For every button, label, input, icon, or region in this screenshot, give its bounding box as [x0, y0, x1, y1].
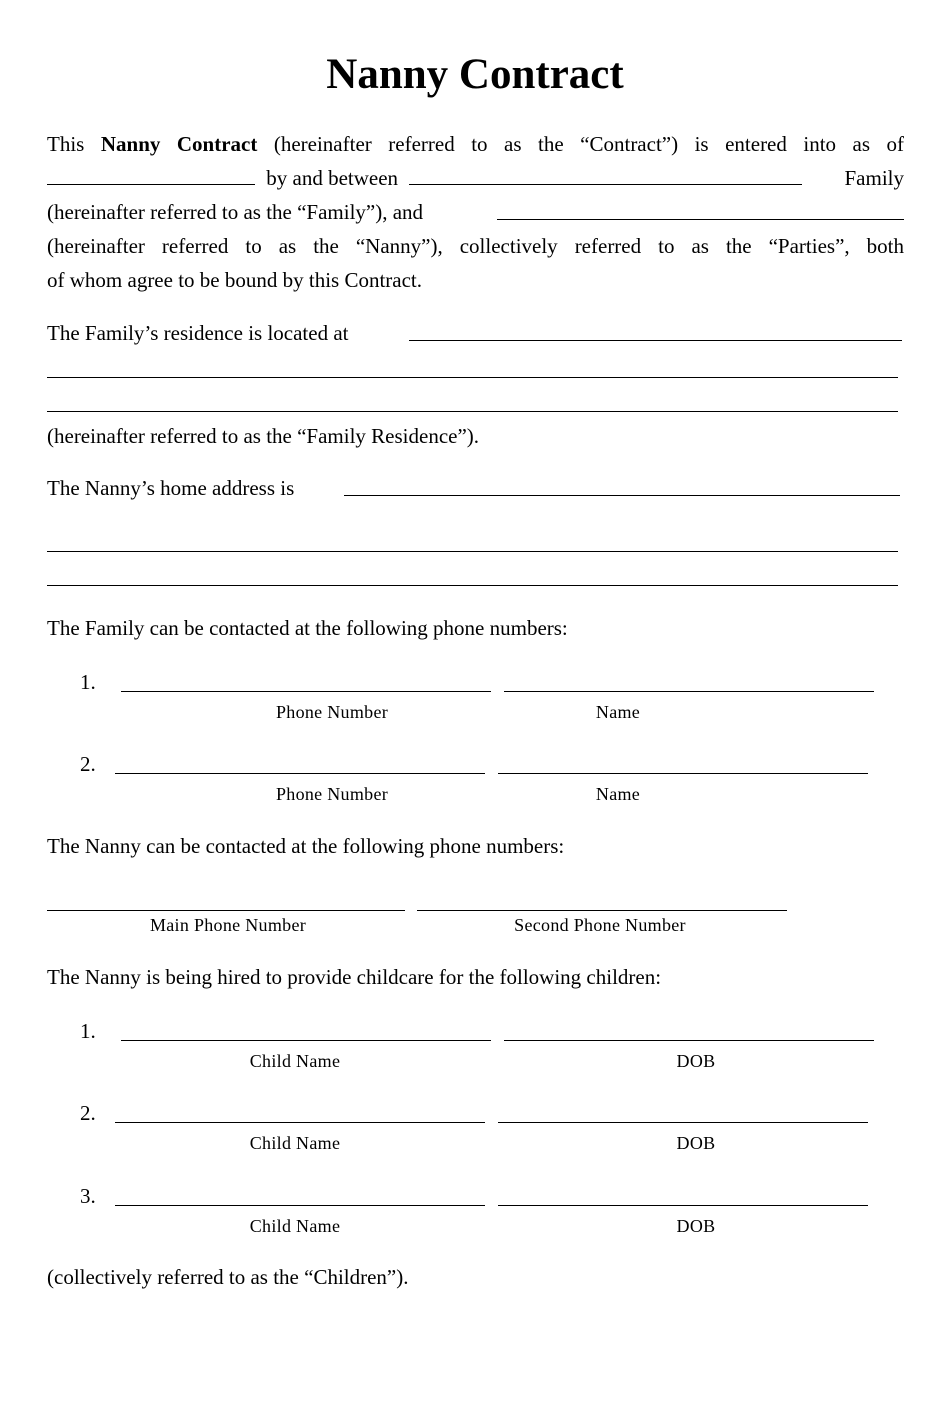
nanny-name-blank[interactable] [497, 219, 904, 220]
document-title: Nanny Contract [326, 51, 624, 98]
child-dob-2-blank[interactable] [498, 1122, 868, 1123]
family-phones-heading: The Family can be contacted at the following phone numbers: [47, 616, 568, 640]
list-number: 2. [80, 752, 96, 776]
intro-line-5: of whom agree to be bound by this Contract. [47, 268, 423, 292]
family-phone-2-blank[interactable] [115, 773, 485, 774]
child-dob-3-blank[interactable] [498, 1205, 868, 1206]
child-dob-1-blank[interactable] [504, 1040, 874, 1041]
field-caption: Phone Number [275, 702, 389, 722]
family-phone-1-blank[interactable] [121, 691, 491, 692]
residence-line [47, 318, 904, 348]
intro-line-2 [47, 163, 904, 193]
nanny-address-blank-2[interactable] [47, 551, 898, 552]
family-name-1-blank[interactable] [504, 691, 874, 692]
intro-text: (hereinafter referred to as the “Family”), and [47, 200, 424, 224]
field-caption: Phone Number [275, 784, 389, 804]
field-caption: Second Phone Number [514, 915, 686, 935]
residence-label: The Family’s residence is located at [47, 321, 349, 345]
nanny-address-line [47, 473, 904, 503]
field-caption: Name [595, 702, 641, 722]
residence-blank-2[interactable] [47, 377, 898, 378]
field-caption: Name [595, 784, 641, 804]
field-caption: Child Name [249, 1051, 341, 1071]
field-caption: DOB [676, 1051, 716, 1071]
intro-line-4: (hereinafter referred to as the “Nanny”), collectively referred to as the “Parties”, both [47, 234, 904, 258]
intro-line-1 [47, 129, 904, 159]
child-name-1-blank[interactable] [121, 1040, 491, 1041]
intro-line-3 [47, 197, 904, 227]
family-name-blank[interactable] [409, 167, 802, 185]
intro-text: Family [844, 166, 904, 190]
nanny-main-phone-blank[interactable] [47, 910, 405, 911]
intro-bold-term: Nanny Contract [100, 132, 258, 156]
children-closing: (collectively referred to as the “Children”). [47, 1265, 409, 1289]
nanny-address-blank-1[interactable] [344, 495, 900, 496]
intro-text: This [47, 132, 85, 156]
nanny-second-phone-blank[interactable] [417, 910, 787, 911]
residence-blank-1[interactable] [409, 340, 902, 341]
child-name-3-blank[interactable] [115, 1205, 485, 1206]
residence-blank-3[interactable] [47, 411, 898, 412]
nanny-address-label: The Nanny’s home address is [47, 476, 295, 500]
residence-suffix: (hereinafter referred to as the “Family Residence”). [47, 424, 480, 448]
field-caption: Child Name [249, 1133, 341, 1153]
family-name-2-blank[interactable] [498, 773, 868, 774]
nanny-phones-heading: The Nanny can be contacted at the following phone numbers: [47, 834, 565, 858]
field-caption: DOB [676, 1216, 716, 1236]
field-caption: DOB [676, 1133, 716, 1153]
list-number: 1. [80, 1019, 96, 1043]
date-blank[interactable] [47, 167, 255, 185]
list-number: 2. [80, 1101, 96, 1125]
field-caption: Child Name [249, 1216, 341, 1236]
field-caption: Main Phone Number [149, 915, 307, 935]
list-number: 1. [80, 670, 96, 694]
list-number: 3. [80, 1184, 96, 1208]
intro-text: (hereinafter referred to as the “Contract”) is entered into as of [273, 132, 905, 156]
child-name-2-blank[interactable] [115, 1122, 485, 1123]
nanny-address-blank-3[interactable] [47, 585, 898, 586]
intro-text: by and between [266, 166, 399, 190]
children-heading: The Nanny is being hired to provide childcare for the following children: [47, 965, 662, 989]
